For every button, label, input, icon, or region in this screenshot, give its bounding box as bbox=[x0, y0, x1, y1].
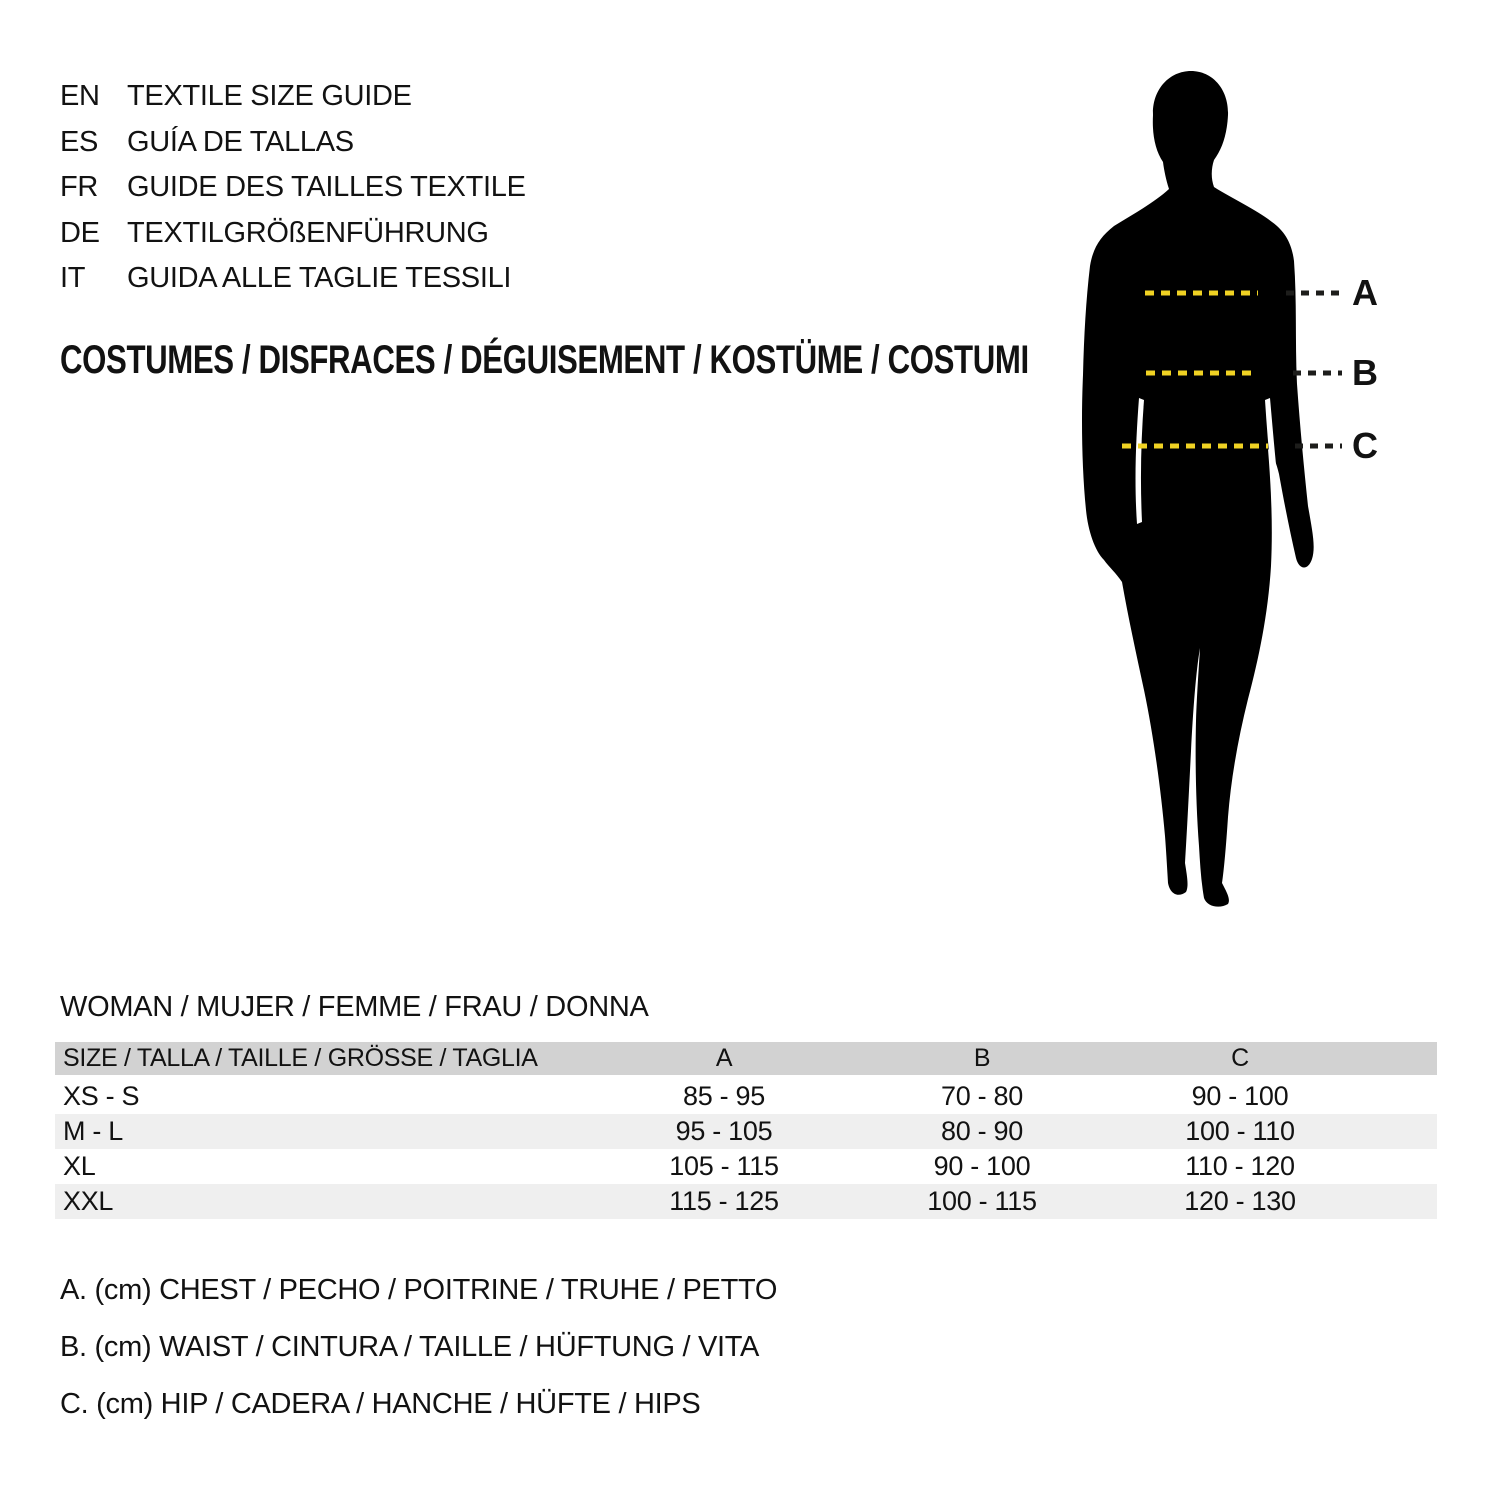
waist-cell: 100 - 115 bbox=[927, 1186, 1037, 1216]
chest-cell: 85 - 95 bbox=[683, 1081, 765, 1111]
language-title: GUÍA DE TALLAS bbox=[127, 125, 354, 158]
marker-label-b: B bbox=[1352, 352, 1378, 393]
column-header-a: A bbox=[595, 1042, 853, 1077]
language-title-list bbox=[60, 74, 526, 302]
hip-cell: 110 - 120 bbox=[1185, 1151, 1295, 1181]
legend-line-chest: A. (cm) CHEST / PECHO / POITRINE / TRUHE / PETTO bbox=[60, 1274, 778, 1306]
waist-cell: 80 - 90 bbox=[941, 1116, 1023, 1146]
language-row-fr bbox=[60, 165, 526, 211]
hip-cell: 100 - 110 bbox=[1185, 1116, 1295, 1146]
hip-cell: 120 - 130 bbox=[1184, 1186, 1296, 1216]
size-cell: XXL bbox=[63, 1186, 114, 1216]
language-code: DE bbox=[60, 216, 100, 249]
language-row-es bbox=[60, 120, 526, 166]
size-table-header-row bbox=[55, 1042, 1437, 1077]
legend-line-waist: B. (cm) WAIST / CINTURA / TAILLE / HÜFTUNG / VITA bbox=[60, 1331, 760, 1363]
size-cell: XS - S bbox=[63, 1081, 140, 1111]
language-title: GUIDE DES TAILLES TEXTILE bbox=[127, 171, 526, 204]
table-row-m-l bbox=[55, 1114, 1437, 1149]
size-table bbox=[55, 1042, 1437, 1219]
woman-silhouette-graphic bbox=[1080, 70, 1390, 920]
chest-cell: 115 - 125 bbox=[669, 1186, 779, 1216]
measurement-legend bbox=[60, 1262, 777, 1433]
waist-cell: 90 - 100 bbox=[933, 1151, 1031, 1181]
body-measurement-figure bbox=[1080, 70, 1500, 920]
chest-cell: 95 - 105 bbox=[675, 1116, 773, 1146]
language-title: TEXTILGRÖßENFÜHRUNG bbox=[127, 216, 489, 249]
language-code: FR bbox=[60, 171, 99, 204]
marker-label-c: C bbox=[1352, 425, 1378, 466]
column-header-b: B bbox=[853, 1042, 1111, 1077]
spacer-cell bbox=[1369, 1184, 1437, 1219]
size-cell: XL bbox=[63, 1151, 96, 1181]
legend-line-hip: C. (cm) HIP / CADERA / HANCHE / HÜFTE / HIPS bbox=[60, 1388, 701, 1420]
hip-cell: 90 - 100 bbox=[1191, 1081, 1289, 1111]
spacer-cell bbox=[1369, 1149, 1437, 1184]
column-header-c: C bbox=[1111, 1042, 1369, 1077]
column-header-size: SIZE / TALLA / TAILLE / GRÖSSE / TAGLIA bbox=[55, 1042, 595, 1077]
section-heading-woman: WOMAN / MUJER / FEMME / FRAU / DONNA bbox=[60, 991, 649, 1023]
woman-silhouette bbox=[1082, 71, 1314, 907]
waist-cell: 70 - 80 bbox=[941, 1081, 1023, 1111]
language-code: ES bbox=[60, 125, 99, 158]
table-row-xl bbox=[55, 1149, 1437, 1184]
language-title: TEXTILE SIZE GUIDE bbox=[127, 80, 412, 113]
size-cell: M - L bbox=[63, 1116, 124, 1146]
language-row-de bbox=[60, 211, 526, 257]
category-heading: COSTUMES / DISFRACES / DÉGUISEMENT / KOSTÜME / COSTUMI bbox=[60, 338, 1029, 382]
language-code: IT bbox=[60, 262, 86, 295]
spacer-cell bbox=[1369, 1114, 1437, 1149]
chest-cell: 105 - 115 bbox=[669, 1151, 779, 1181]
language-code: EN bbox=[60, 80, 100, 113]
table-row-xs-s bbox=[55, 1077, 1437, 1114]
table-row-xxl bbox=[55, 1184, 1437, 1219]
spacer-cell bbox=[1369, 1077, 1437, 1114]
language-row-en bbox=[60, 74, 526, 120]
column-header-spacer bbox=[1369, 1042, 1437, 1077]
marker-label-a: A bbox=[1352, 272, 1378, 313]
language-row-it bbox=[60, 256, 526, 302]
language-title: GUIDA ALLE TAGLIE TESSILI bbox=[127, 262, 512, 295]
